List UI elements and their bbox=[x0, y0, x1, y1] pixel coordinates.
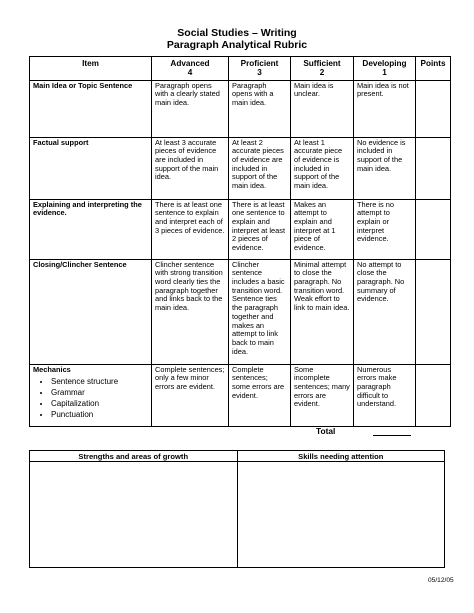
title-line-1: Social Studies – Writing bbox=[177, 27, 297, 39]
subitem: • Sentence structure bbox=[51, 376, 148, 387]
descriptor-advanced: Clincher sentence with strong transition word clearly ties the paragraph together and links back to the main idea. bbox=[152, 259, 229, 364]
criterion-label: Main Idea or Topic Sentence bbox=[30, 80, 152, 137]
skills-box[interactable] bbox=[237, 462, 445, 568]
descriptor-sufficient: Main idea is unclear. bbox=[291, 80, 354, 137]
rubric-table bbox=[29, 56, 451, 427]
header-item: Item bbox=[30, 57, 152, 81]
descriptor-advanced: Paragraph opens with a clearly stated main idea. bbox=[152, 80, 229, 137]
descriptor-proficient: There is at least one sentence to explain and interpret at least 2 pieces of evidence. bbox=[229, 199, 291, 259]
points-cell[interactable] bbox=[416, 199, 451, 259]
rubric-row-factual-support bbox=[30, 137, 451, 199]
rubric-header-row bbox=[30, 57, 451, 81]
descriptor-developing: Numerous errors make paragraph difficult to understand. bbox=[354, 364, 416, 426]
feedback-table bbox=[29, 450, 445, 568]
rubric-row-main-idea bbox=[30, 80, 451, 137]
criterion-label: Explaining and interpreting the evidence. bbox=[30, 199, 152, 259]
criterion-label: Mechanics bbox=[33, 364, 71, 374]
title-line-2: Paragraph Analytical Rubric bbox=[166, 39, 308, 51]
descriptor-developing: There is no attempt to explain or interpret evidence. bbox=[354, 199, 416, 259]
descriptor-sufficient: Makes an attempt to explain and interpret at 1 piece of evidence. bbox=[291, 199, 354, 259]
strengths-box[interactable] bbox=[30, 462, 238, 568]
rubric-row-closing bbox=[30, 259, 451, 364]
descriptor-advanced: Complete sentences; only a few minor errors are evident. bbox=[152, 364, 229, 426]
total-label: Total bbox=[316, 426, 336, 436]
points-cell[interactable] bbox=[416, 259, 451, 364]
mechanics-subitems bbox=[33, 376, 148, 420]
header-points: Points bbox=[416, 57, 451, 81]
rubric-row-mechanics bbox=[30, 364, 451, 426]
points-cell[interactable] bbox=[416, 364, 451, 426]
points-cell[interactable] bbox=[416, 137, 451, 199]
descriptor-developing: Main idea is not present. bbox=[354, 80, 416, 137]
page-title bbox=[0, 27, 474, 51]
descriptor-sufficient: At least 1 accurate piece of evidence is included in support of the main idea. bbox=[291, 137, 354, 199]
rubric-row-explaining bbox=[30, 199, 451, 259]
descriptor-advanced: At least 3 accurate pieces of evidence are included in support of the main idea. bbox=[152, 137, 229, 199]
subitem: • Punctuation bbox=[51, 409, 148, 420]
criterion-cell bbox=[30, 364, 152, 426]
header-developing: Developing 1 bbox=[354, 57, 416, 81]
header-advanced: Advanced 4 bbox=[152, 57, 229, 81]
strengths-header: Strengths and areas of growth bbox=[30, 451, 238, 462]
descriptor-proficient: Clincher sentence includes a basic transition word. Sentence ties the paragraph together and makes an attempt to link back to main idea. bbox=[229, 259, 291, 364]
descriptor-sufficient: Minimal attempt to close the paragraph. No transition word. Weak effort to link to main idea. bbox=[291, 259, 354, 364]
descriptor-proficient: Paragraph opens with a main idea. bbox=[229, 80, 291, 137]
points-cell[interactable] bbox=[416, 80, 451, 137]
descriptor-developing: No attempt to close the paragraph. No summary of evidence. bbox=[354, 259, 416, 364]
criterion-label: Factual support bbox=[30, 137, 152, 199]
descriptor-sufficient: Some incomplete sentences; many errors are evident. bbox=[291, 364, 354, 426]
subitem: • Grammar bbox=[51, 387, 148, 398]
descriptor-advanced: There is at least one sentence to explain and interpret each of 3 pieces of evidence. bbox=[152, 199, 229, 259]
header-proficient: Proficient 3 bbox=[229, 57, 291, 81]
descriptor-developing: No evidence is included in support of the main idea. bbox=[354, 137, 416, 199]
date-stamp: 05/12/05 bbox=[428, 577, 454, 584]
descriptor-proficient: At least 2 accurate pieces of evidence are included in support of the main idea. bbox=[229, 137, 291, 199]
header-sufficient: Sufficient 2 bbox=[291, 57, 354, 81]
skills-header: Skills needing attention bbox=[237, 451, 445, 462]
descriptor-proficient: Complete sentences; some errors are evident. bbox=[229, 364, 291, 426]
subitem: • Capitalization bbox=[51, 398, 148, 409]
criterion-label: Closing/Clincher Sentence bbox=[30, 259, 152, 364]
total-blank-line[interactable] bbox=[373, 435, 411, 436]
